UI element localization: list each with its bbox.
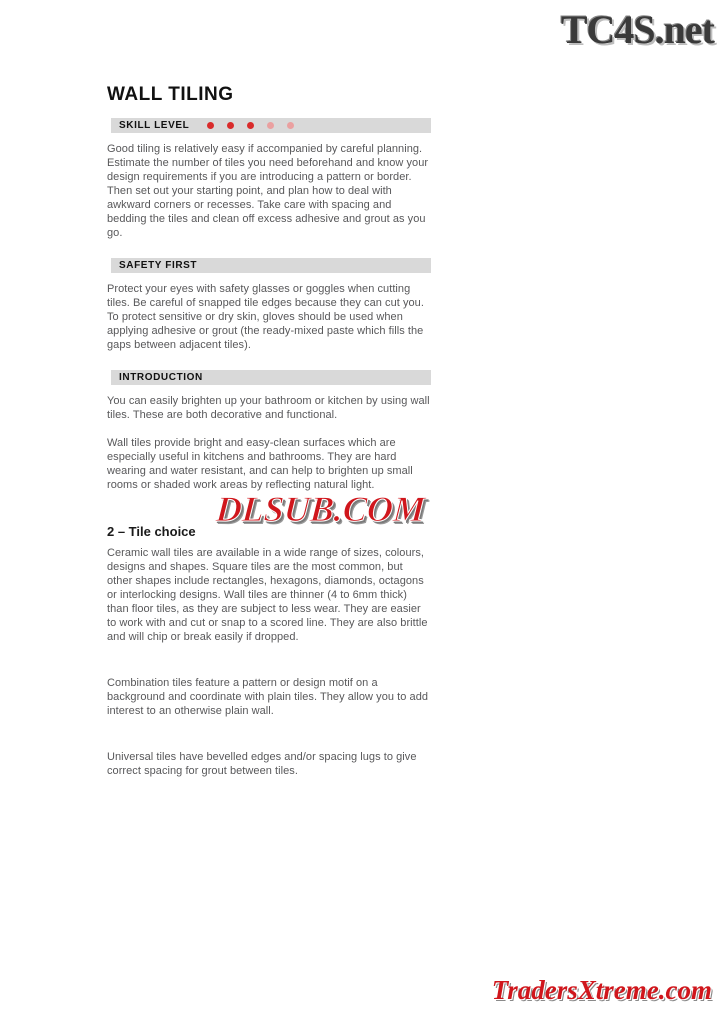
document-body [107, 84, 431, 796]
skill-dot-1 [207, 122, 214, 129]
tile-choice-paragraph-1: Ceramic wall tiles are available in a wide range of sizes, colours, designs and shapes. Square tiles are the most common, but other shapes include rectangles, hexagons, diamonds, octagons or interlocking designs. Wall tiles are thinner (4 to 6mm thick) than floor tiles, as they are subject to less wear. They are easier to work with and cut or snap to a scored line. They are also brittle and will chip or break easily if dropped. [107, 547, 428, 643]
skill-level-dots [207, 118, 294, 133]
safety-first-paragraph: Protect your eyes with safety glasses or goggles when cutting tiles. Be careful of snapped tile edges because they can cut you. To protect sensitive or dry skin, gloves should be used when applying adhesive or grout (the ready-mixed paste which fills the gaps between adjacent tiles). [107, 283, 424, 351]
section-header-label: SAFETY FIRST [119, 260, 198, 271]
introduction-paragraph-1: You can easily brighten up your bathroom or kitchen by using wall tiles. These are both decorative and functional. [107, 395, 430, 421]
watermark-tc4s: TC4S.net [560, 7, 714, 52]
section-header-skill-level [111, 118, 431, 133]
tile-choice-paragraph-3: Universal tiles have bevelled edges and/or spacing lugs to give correct spacing for grout between tiles. [107, 751, 417, 777]
tile-choice-heading: 2 – Tile choice [107, 524, 196, 539]
watermark-dlsub: DLSUB.COM [214, 489, 427, 529]
section-header-safety-first [111, 258, 431, 273]
skill-dot-5 [287, 122, 294, 129]
page-title: WALL TILING [107, 84, 234, 105]
introduction-paragraph-2: Wall tiles provide bright and easy-clean surfaces which are especially useful in kitchens and bathrooms. They are hard wearing and water resistant, and can help to brighten up small rooms or shaded work areas by reflecting natural light. [107, 437, 413, 491]
section-header-label: INTRODUCTION [119, 372, 203, 383]
section-header-introduction [111, 370, 431, 385]
skill-level-paragraph: Good tiling is relatively easy if accompanied by careful planning. Estimate the number of tiles you need beforehand and know your design requirements if you are introducing a pattern or border. Then set out your starting point, and plan how to deal with awkward corners or recesses. Take care with spacing and bedding the tiles and clean off excess adhesive and grout as you go. [107, 143, 429, 239]
skill-dot-3 [247, 122, 254, 129]
watermark-tradersxtreme: TradersXtreme.com [491, 975, 712, 1005]
skill-dot-2 [227, 122, 234, 129]
skill-dot-4 [267, 122, 274, 129]
tile-choice-paragraph-2: Combination tiles feature a pattern or design motif on a background and coordinate with plain tiles. They allow you to add interest to an otherwise plain wall. [107, 677, 429, 717]
section-header-label: SKILL LEVEL [119, 120, 190, 131]
